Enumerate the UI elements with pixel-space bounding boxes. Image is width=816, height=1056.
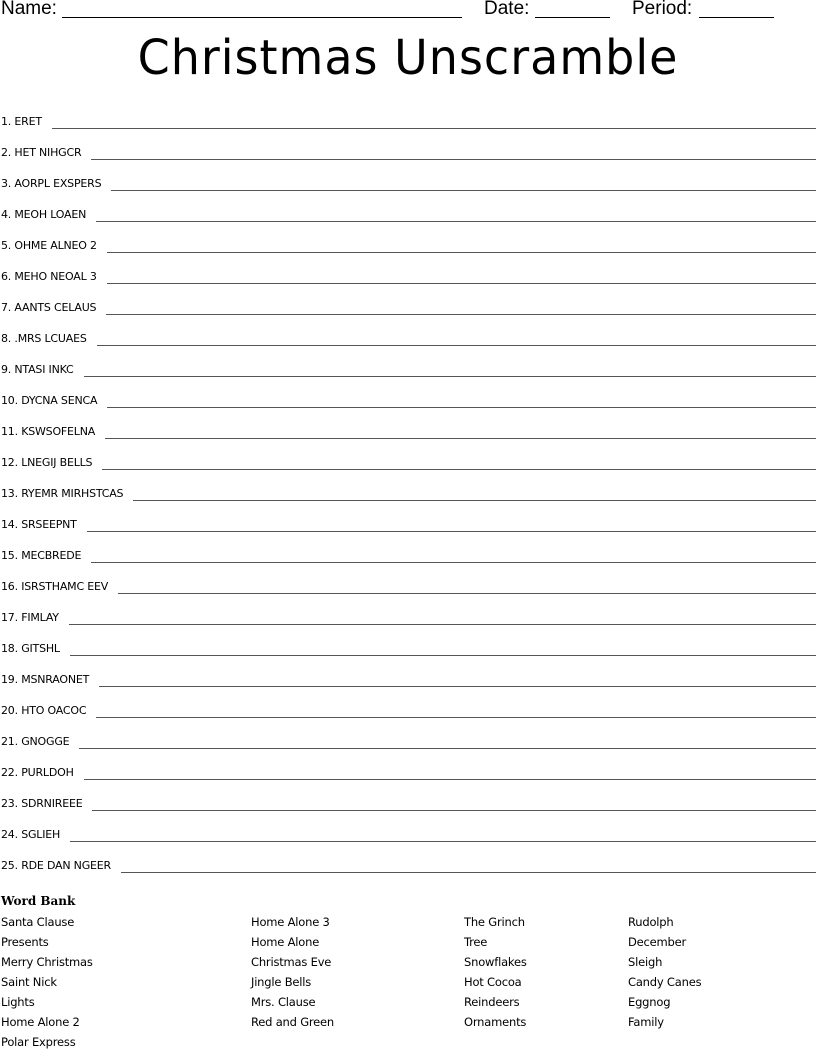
worksheet-header [0, 0, 816, 24]
word-bank-item: Candy Canes [628, 975, 702, 989]
question-row [0, 639, 816, 670]
scrambled-word: 20. HTO OACOC [1, 704, 87, 717]
question-row [0, 453, 816, 484]
scrambled-word: 9. NTASI INKC [1, 363, 74, 376]
answer-line[interactable] [102, 453, 816, 470]
question-row [0, 143, 816, 174]
scrambled-word: 1. ERET [1, 115, 42, 128]
scrambled-word: 11. KSWSOFELNA [1, 425, 96, 438]
question-row [0, 422, 816, 453]
period-field[interactable] [699, 17, 774, 18]
word-bank-item: Sleigh [628, 955, 663, 969]
question-row [0, 112, 816, 143]
scrambled-word: 13. RYEMR MIRHSTCAS [1, 487, 124, 500]
word-bank-item: Red and Green [251, 1015, 335, 1029]
word-bank-item: Presents [1, 935, 49, 949]
question-row [0, 360, 816, 391]
word-bank-item: Christmas Eve [251, 955, 332, 969]
answer-line[interactable] [118, 577, 816, 594]
question-row [0, 298, 816, 329]
word-bank-item: Rudolph [628, 915, 674, 929]
word-bank-item: Reindeers [464, 995, 520, 1009]
answer-line[interactable] [84, 360, 816, 377]
scrambled-word: 22. PURLDOH [1, 766, 74, 779]
word-bank-item: Home Alone 2 [1, 1015, 80, 1029]
scrambled-word: 4. MEOH LOAEN [1, 208, 87, 221]
scrambled-word: 23. SDRNIREEE [1, 797, 83, 810]
word-bank-item: Snowflakes [464, 955, 527, 969]
answer-line[interactable] [96, 701, 816, 718]
scrambled-word: 18. GITSHL [1, 642, 60, 655]
date-label: Date: [484, 0, 530, 19]
scrambled-word: 25. RDE DAN NGEER [1, 859, 111, 872]
word-bank-item: Eggnog [628, 995, 671, 1009]
answer-line[interactable] [107, 236, 816, 253]
answer-line[interactable] [69, 608, 816, 625]
word-bank-column-4 [628, 915, 701, 1035]
scrambled-word: 24. SGLIEH [1, 828, 61, 841]
question-row [0, 329, 816, 360]
date-field[interactable] [535, 17, 610, 18]
question-row [0, 391, 816, 422]
question-row [0, 236, 816, 267]
answer-line[interactable] [91, 546, 816, 563]
question-row [0, 484, 816, 515]
question-row [0, 794, 816, 825]
answer-line[interactable] [70, 639, 816, 656]
word-bank-item: Tree [464, 935, 488, 949]
answer-line[interactable] [133, 484, 816, 501]
answer-line[interactable] [111, 174, 816, 191]
scrambled-word: 14. SRSEEPNT [1, 518, 77, 531]
answer-line[interactable] [91, 143, 816, 160]
question-row [0, 763, 816, 794]
question-row [0, 856, 816, 887]
word-bank-item: Home Alone [251, 935, 320, 949]
word-bank-column-2 [251, 915, 334, 1035]
answer-line[interactable] [107, 267, 816, 284]
answer-line[interactable] [107, 391, 816, 408]
word-bank-item: Mrs. Clause [251, 995, 316, 1009]
question-row [0, 515, 816, 546]
question-row [0, 174, 816, 205]
question-row [0, 205, 816, 236]
answer-line[interactable] [70, 825, 816, 842]
question-row [0, 546, 816, 577]
question-row [0, 608, 816, 639]
word-bank-item: Jingle Bells [251, 975, 312, 989]
word-bank-item: Santa Clause [1, 915, 75, 929]
scrambled-word: 12. LNEGIJ BELLS [1, 456, 93, 469]
word-bank-item: December [628, 935, 687, 949]
question-row [0, 732, 816, 763]
scrambled-word: 21. GNOGGE [1, 735, 70, 748]
answer-line[interactable] [84, 763, 816, 780]
question-row [0, 267, 816, 298]
page-title: Christmas Unscramble [137, 28, 679, 86]
name-label: Name: [1, 0, 57, 19]
answer-line[interactable] [52, 112, 816, 129]
scrambled-word: 2. HET NIHGCR [1, 146, 82, 159]
period-label: Period: [632, 0, 693, 19]
answer-line[interactable] [99, 670, 816, 687]
word-bank-item: Ornaments [464, 1015, 527, 1029]
word-bank-item: Home Alone 3 [251, 915, 330, 929]
scrambled-word: 17. FIMLAY [1, 611, 59, 624]
answer-line[interactable] [96, 205, 816, 222]
word-bank-item: Saint Nick [1, 975, 57, 989]
answer-line[interactable] [87, 515, 816, 532]
scrambled-word: 10. DYCNA SENCA [1, 394, 98, 407]
name-field[interactable] [62, 17, 462, 18]
word-bank-title: Word Bank [1, 894, 76, 908]
word-bank-item: Merry Christmas [1, 955, 93, 969]
scrambled-word: 5. OHME ALNEO 2 [1, 239, 97, 252]
answer-line[interactable] [79, 732, 816, 749]
question-row [0, 825, 816, 856]
answer-line[interactable] [92, 794, 816, 811]
word-bank-item: The Grinch [464, 915, 525, 929]
scrambled-word: 8. .MRS LCUAES [1, 332, 87, 345]
question-row [0, 701, 816, 732]
scrambled-word: 6. MEHO NEOAL 3 [1, 270, 97, 283]
answer-line[interactable] [121, 856, 816, 873]
answer-line[interactable] [106, 298, 816, 315]
word-bank-column-1 [1, 915, 93, 1055]
scrambled-word: 3. AORPL EXSPERS [1, 177, 102, 190]
word-bank-item: Hot Cocoa [464, 975, 522, 989]
scrambled-word: 16. ISRSTHAMC EEV [1, 580, 109, 593]
scrambled-word: 15. MECBREDE [1, 549, 82, 562]
word-bank-item: Polar Express [1, 1035, 76, 1049]
word-bank-column-3 [464, 915, 527, 1035]
question-list [0, 112, 816, 887]
word-bank-item: Family [628, 1015, 664, 1029]
scrambled-word: 7. AANTS CELAUS [1, 301, 97, 314]
question-row [0, 577, 816, 608]
answer-line[interactable] [97, 329, 816, 346]
answer-line[interactable] [105, 422, 816, 439]
word-bank-item: Lights [1, 995, 35, 1009]
scrambled-word: 19. MSNRAONET [1, 673, 90, 686]
question-row [0, 670, 816, 701]
